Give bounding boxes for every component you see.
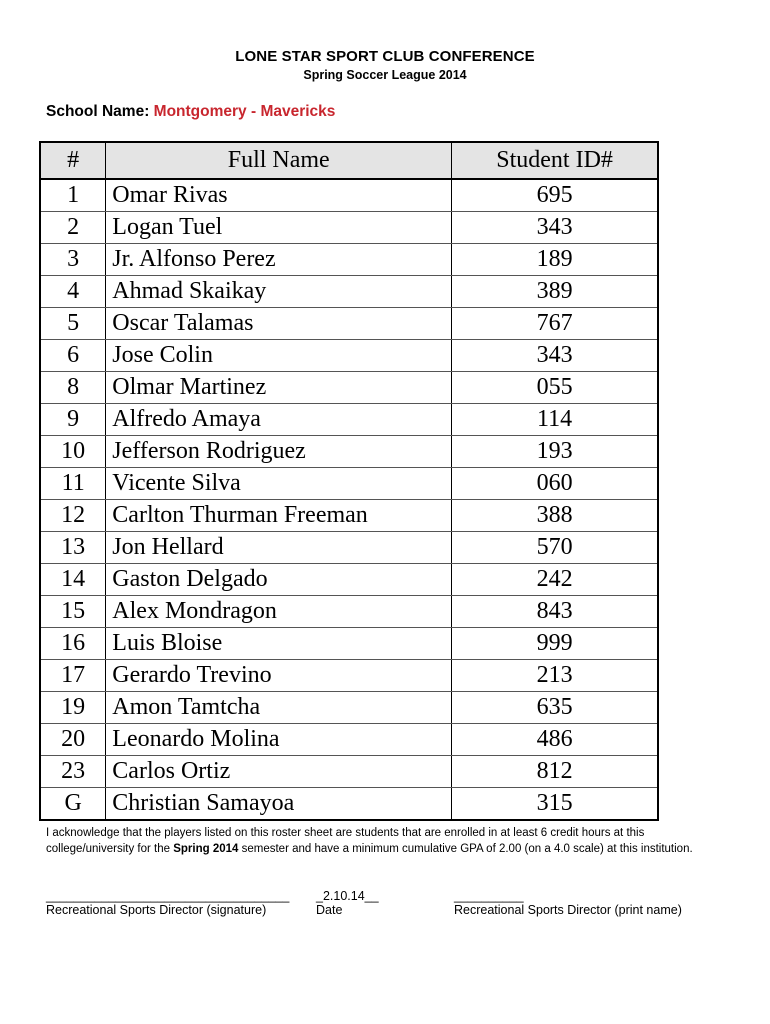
player-number: 13 [40, 532, 106, 564]
player-name: Carlton Thurman Freeman [106, 500, 452, 532]
player-number: 4 [40, 276, 106, 308]
player-number: 17 [40, 660, 106, 692]
table-row [40, 436, 658, 468]
school-name-value: Montgomery - Mavericks [153, 103, 336, 120]
table-row [40, 276, 658, 308]
player-name: Gerardo Trevino [106, 660, 452, 692]
acknowledgement-text [46, 825, 726, 857]
table-row [40, 692, 658, 724]
player-name: Jefferson Rodriguez [106, 436, 452, 468]
student-id: 695 [452, 179, 658, 212]
table-row [40, 532, 658, 564]
player-number: 15 [40, 596, 106, 628]
student-id: 060 [452, 468, 658, 500]
column-header-student-id: Student ID# [452, 142, 658, 179]
table-row [40, 596, 658, 628]
student-id: 315 [452, 788, 658, 821]
player-name: Vicente Silva [106, 468, 452, 500]
player-number: 20 [40, 724, 106, 756]
player-name: Omar Rivas [106, 179, 452, 212]
player-name: Leonardo Molina [106, 724, 452, 756]
player-name: Alfredo Amaya [106, 404, 452, 436]
student-id: 767 [452, 308, 658, 340]
school-name-row [46, 103, 335, 121]
player-number: 9 [40, 404, 106, 436]
table-row [40, 340, 658, 372]
school-name-label: School Name: [46, 103, 154, 120]
student-id: 343 [452, 340, 658, 372]
print-name-line: __________ [454, 889, 524, 903]
acknowledgement-part1: I acknowledge that the players listed on this roster sheet are students that are enrolled in at least 6 credit hours at this college/university for the [46, 827, 645, 855]
student-id: 812 [452, 756, 658, 788]
player-name: Christian Samayoa [106, 788, 452, 821]
signature-label: Recreational Sports Director (signature) [46, 903, 267, 917]
table-row [40, 628, 658, 660]
table-row [40, 404, 658, 436]
player-number: 3 [40, 244, 106, 276]
table-row [40, 179, 658, 212]
roster-header-row [40, 142, 658, 179]
student-id: 843 [452, 596, 658, 628]
player-number: 11 [40, 468, 106, 500]
player-name: Logan Tuel [106, 212, 452, 244]
player-name: Oscar Talamas [106, 308, 452, 340]
student-id: 343 [452, 212, 658, 244]
table-row [40, 308, 658, 340]
student-id: 389 [452, 276, 658, 308]
player-number: 12 [40, 500, 106, 532]
acknowledgement-semester: Spring 2014 [173, 843, 239, 855]
player-name: Gaston Delgado [106, 564, 452, 596]
table-row [40, 660, 658, 692]
table-row [40, 564, 658, 596]
player-name: Alex Mondragon [106, 596, 452, 628]
player-number: 10 [40, 436, 106, 468]
student-id: 635 [452, 692, 658, 724]
player-number: G [40, 788, 106, 821]
student-id: 486 [452, 724, 658, 756]
player-name: Olmar Martinez [106, 372, 452, 404]
player-name: Ahmad Skaikay [106, 276, 452, 308]
table-row [40, 500, 658, 532]
table-row [40, 756, 658, 788]
player-number: 1 [40, 179, 106, 212]
player-name: Luis Bloise [106, 628, 452, 660]
player-number: 23 [40, 756, 106, 788]
acknowledgement-part2: semester and have a minimum cumulative GPA of 2.00 (on a 4.0 scale) at this institution. [238, 843, 693, 855]
print-name-label: Recreational Sports Director (print name) [454, 903, 682, 917]
signature-line: ___________________________________ [46, 889, 290, 903]
table-row [40, 212, 658, 244]
table-row [40, 724, 658, 756]
student-id: 189 [452, 244, 658, 276]
player-name: Amon Tamtcha [106, 692, 452, 724]
student-id: 570 [452, 532, 658, 564]
document-subtitle: Spring Soccer League 2014 [303, 68, 467, 82]
player-number: 14 [40, 564, 106, 596]
player-number: 2 [40, 212, 106, 244]
student-id: 193 [452, 436, 658, 468]
player-number: 16 [40, 628, 106, 660]
player-name: Jr. Alfonso Perez [106, 244, 452, 276]
table-row [40, 468, 658, 500]
player-name: Jon Hellard [106, 532, 452, 564]
column-header-full-name: Full Name [106, 142, 452, 179]
table-row [40, 788, 658, 821]
player-number: 5 [40, 308, 106, 340]
column-header-number: # [40, 142, 106, 179]
student-id: 114 [452, 404, 658, 436]
roster-table [39, 141, 659, 821]
player-name: Jose Colin [106, 340, 452, 372]
player-number: 8 [40, 372, 106, 404]
table-row [40, 372, 658, 404]
player-number: 19 [40, 692, 106, 724]
table-row [40, 244, 658, 276]
date-label: Date [316, 903, 343, 917]
student-id: 242 [452, 564, 658, 596]
student-id: 055 [452, 372, 658, 404]
player-name: Carlos Ortiz [106, 756, 452, 788]
student-id: 213 [452, 660, 658, 692]
player-number: 6 [40, 340, 106, 372]
document-title: LONE STAR SPORT CLUB CONFERENCE [235, 48, 535, 65]
date-value: _2.10.14__ [316, 889, 379, 903]
student-id: 999 [452, 628, 658, 660]
student-id: 388 [452, 500, 658, 532]
